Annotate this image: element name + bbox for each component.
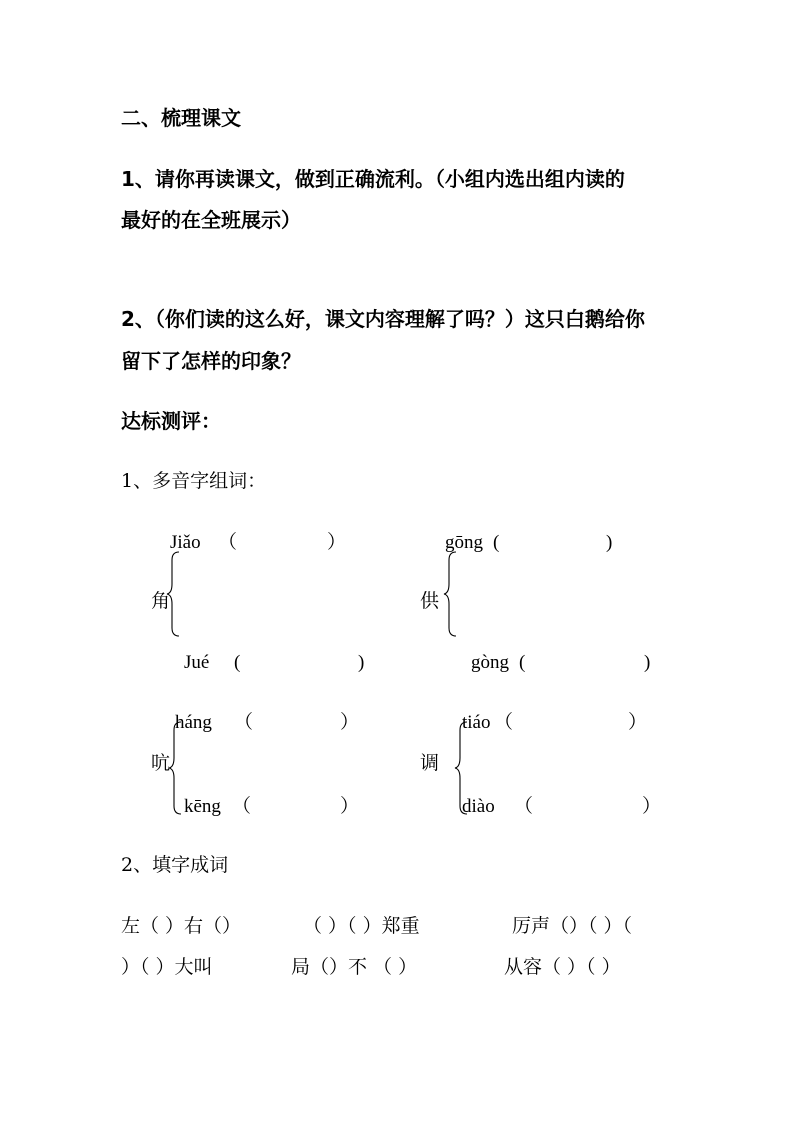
polyphone-character: 供 [420, 590, 440, 612]
question-2-line-2: 留下了怎样的印象？ [121, 349, 301, 373]
pinyin-top: tiáo [462, 712, 491, 733]
answer-open-paren: ( [234, 652, 241, 673]
pinyin-bottom: diào [462, 796, 495, 817]
question-2-line-1: 2、（你们读的这么好，课文内容理解了吗？）这只白鹅给你 [121, 307, 645, 331]
polyphone-character: 角 [151, 590, 171, 612]
pinyin-bottom: gòng [471, 652, 509, 673]
assessment-heading: 达标测评： [121, 409, 221, 433]
pinyin-bottom: Jué [184, 652, 210, 673]
fill-in-item: 左（ ）右（） [121, 915, 242, 937]
answer-close-paren: ） [628, 712, 648, 733]
answer-close-paren: ） [340, 796, 360, 817]
answer-close-paren: ) [606, 532, 613, 553]
question-1-line-2: 最好的在全班展示） [121, 208, 301, 232]
answer-open-paren: （ [514, 796, 534, 817]
curly-brace-icon [168, 720, 184, 816]
pinyin-bottom: kēng [184, 796, 221, 817]
answer-open-paren: （ [494, 712, 514, 733]
fill-in-item: 厉声（）（ ）（ [512, 915, 633, 937]
polyphone-character: 调 [420, 752, 440, 774]
answer-open-paren: （ [234, 712, 254, 733]
curly-brace-icon [443, 550, 459, 638]
exercise-1-title: 1、多音字组词： [121, 470, 267, 492]
section-heading: 二、梳理课文 [121, 106, 241, 130]
fill-in-item: （ ）（ ）郑重 [303, 915, 420, 937]
answer-close-paren: ) [358, 652, 365, 673]
pinyin-top: Jiǎo [170, 532, 201, 553]
fill-in-item: 局（）不 （ ） [291, 956, 418, 978]
answer-close-paren: ） [340, 712, 360, 733]
answer-open-paren: ( [519, 652, 526, 673]
answer-open-paren: （ [232, 796, 252, 817]
answer-close-paren: ） [642, 796, 662, 817]
polyphone-character: 吭 [151, 752, 171, 774]
exercise-2-title: 2、填字成词 [121, 854, 229, 876]
answer-close-paren: ) [644, 652, 651, 673]
question-1-line-1: 1、请你再读课文，做到正确流利。（小组内选出组内读的 [121, 167, 625, 191]
fill-in-item: 从容（ ）（ ） [504, 956, 621, 978]
answer-open-paren: （ [218, 532, 238, 553]
answer-open-paren: ( [493, 532, 500, 553]
pinyin-top: gōng [445, 532, 483, 553]
answer-close-paren: ） [327, 532, 347, 553]
pinyin-top: háng [175, 712, 212, 733]
fill-in-item: ）（ ）大叫 [121, 956, 213, 978]
